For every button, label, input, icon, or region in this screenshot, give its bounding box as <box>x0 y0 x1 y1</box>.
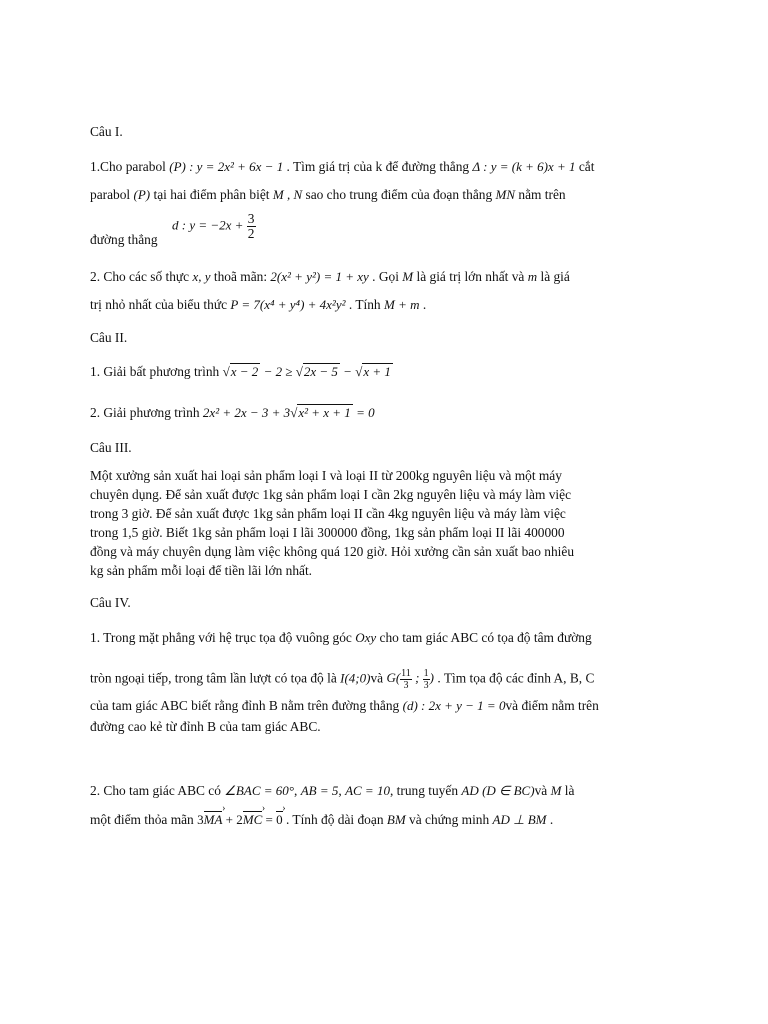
math-text: ) <box>429 670 434 686</box>
math-bm: BM <box>386 812 406 827</box>
section-heading-2: Câu II. <box>90 330 128 345</box>
frac-num: 1 <box>423 668 429 679</box>
math-point-g <box>386 668 434 691</box>
math-mn-segment: MN <box>495 187 516 202</box>
math-mn-points: M , N <box>272 187 303 202</box>
math-sum: M + m <box>383 297 420 312</box>
text: nằm trên <box>518 187 566 202</box>
text: cho tam giác ABC có tọa độ tâm đường <box>379 630 592 645</box>
radicand: x − 2 <box>230 364 259 379</box>
text: . Gọi <box>372 269 399 284</box>
math-inequality <box>223 364 393 379</box>
text: tại hai điểm phân biệt <box>153 187 270 202</box>
q1-1-line-3-math <box>172 212 256 241</box>
q4-1-line-4: đường cao kẻ từ đỉnh B của tam giác ABC. <box>90 719 321 734</box>
math-text: ; <box>415 670 420 686</box>
q4-2-line-2 <box>90 813 553 826</box>
math-xy: x, y <box>192 269 211 284</box>
text: . Tính độ dài đoạn <box>285 812 384 827</box>
text: trị nhỏ nhất của biểu thức <box>90 297 228 312</box>
paragraph-line: đồng và máy chuyên dụng làm việc không quá 120 giờ. Hỏi xưởng cần sản xuất bao nhiêu <box>90 544 575 559</box>
text: một điểm thỏa mãn <box>90 812 194 827</box>
math-text: − <box>343 364 352 379</box>
q1-1-line-4: đường thẳng <box>90 232 158 247</box>
math-parabol: (P) : y = 2x² + 6x − 1 <box>169 159 284 174</box>
sqrt-3: √x + 1 <box>355 364 391 379</box>
math-text: − 2 ≥ <box>263 364 293 379</box>
q4-1-line-1 <box>90 631 592 644</box>
paragraph-line: trong 1,5 giờ. Biết 1kg sản phẩm loại I lãi 300000 đồng, 1kg sản phẩm loại II lãi 400000 <box>90 525 565 540</box>
math-line-delta: Δ : y = (k + 6)x + 1 <box>472 159 576 174</box>
paragraph-line: trong 3 giờ. Để sản xuất được 1kg sản phẩm loại II cần 4kg nguyên liệu và máy làm việc <box>90 506 566 521</box>
fraction-3-2 <box>247 212 256 241</box>
frac-den: 2 <box>247 226 255 241</box>
text: 1. Trong mặt phẳng với hệ trục tọa độ vuông góc <box>90 630 352 645</box>
math-point-i: I(4;0) <box>340 670 371 686</box>
math-ac: AC = 10 <box>345 783 390 798</box>
math-M: M <box>550 783 562 798</box>
q4-1-line-2 <box>90 668 594 691</box>
math-vector-condition <box>197 812 282 827</box>
text: 2. Cho các số thực <box>90 269 190 284</box>
radicand: 2x − 5 <box>303 364 338 379</box>
fraction-11-3 <box>400 668 412 691</box>
text: là giá <box>540 269 570 284</box>
math-text: = 0 <box>356 405 375 420</box>
text: và <box>370 670 384 686</box>
math-ab: AB = 5 <box>300 783 339 798</box>
paragraph-line: chuyên dụng. Để sản xuất được 1kg sản phẩm loại I cần 2kg nguyên liệu và máy làm việc <box>90 487 572 502</box>
vector-zero: 0 › <box>276 813 283 826</box>
text: 2. Cho tam giác ABC có <box>90 783 221 798</box>
math-line-d: (d) : 2x + y − 1 = 0 <box>402 698 506 713</box>
math-expression-p: P = 7(x⁴ + y⁴) + 4x²y² <box>230 297 346 312</box>
section-heading-1: Câu I. <box>90 124 123 139</box>
frac-den: 3 <box>403 680 409 691</box>
text: parabol <box>90 187 131 202</box>
text: . <box>549 812 554 827</box>
radicand: x² + x + 1 <box>298 405 351 420</box>
q4-1-line-3 <box>90 699 599 712</box>
text: , <box>293 783 298 798</box>
math-line-d: d : y = −2x + <box>172 217 244 233</box>
math-perpendicular: AD ⊥ BM <box>492 812 547 827</box>
text: là <box>564 783 575 798</box>
text: và điểm nằm trên <box>505 698 599 713</box>
math-text: G( <box>386 670 401 686</box>
math-angle: ∠BAC = 60° <box>224 783 294 798</box>
paragraph-line: Một xưởng sản xuất hai loại sản phẩm loại I và loại II từ 200kg nguyên liệu và một máy <box>90 468 562 483</box>
text: cắt <box>578 159 595 174</box>
text: thoã mãn: <box>213 269 268 284</box>
frac-num: 11 <box>401 668 411 679</box>
text: và <box>534 783 548 798</box>
text: . Tính <box>348 297 381 312</box>
q1-2-line-1 <box>90 270 570 283</box>
text: 1.Cho parabol <box>90 159 166 174</box>
math-oxy: Oxy <box>355 630 377 645</box>
text: của tam giác ABC biết rằng đỉnh B nằm trên đường thẳng <box>90 698 400 713</box>
q1-1-line-1 <box>90 160 594 173</box>
vector-mc: MC › <box>243 813 263 826</box>
vector-ma: MA › <box>204 813 223 826</box>
math-equation <box>203 405 375 420</box>
frac-num: 3 <box>247 211 255 226</box>
math-text: 2x² + 2x − 3 + 3 <box>202 405 291 420</box>
math-m: m <box>527 269 538 284</box>
math-text: 3 <box>197 812 204 827</box>
math-p: (P) <box>133 187 151 202</box>
q1-2-line-2 <box>90 298 426 311</box>
math-M: M <box>402 269 414 284</box>
text: là giá trị lớn nhất và <box>416 269 525 284</box>
sqrt-2: √2x − 5 <box>295 364 338 379</box>
text: tròn ngoại tiếp, trong tâm lần lượt có tọa độ là <box>90 670 337 686</box>
text: . Tìm giá trị của k để đường thẳng <box>286 159 470 174</box>
text: . <box>422 297 427 312</box>
sqrt-1: √x − 2 <box>222 364 259 379</box>
radicand: x + 1 <box>363 364 391 379</box>
text: , trung tuyến <box>389 783 459 798</box>
text: . Tìm tọa độ các đỉnh A, B, C <box>437 670 595 686</box>
math-ad: AD <box>461 783 479 798</box>
paragraph-line: kg sản phẩm mỗi loại để tiền lãi lớn nhất. <box>90 563 313 578</box>
section-heading-4: Câu IV. <box>90 595 131 610</box>
text: 1. Giải bất phương trình <box>90 364 220 379</box>
math-text: + 2 <box>225 812 243 827</box>
q2-1-line <box>90 365 393 378</box>
section-heading-3: Câu III. <box>90 440 132 455</box>
text: sao cho trung điểm của đoạn thẳng <box>305 187 493 202</box>
problem-paragraph <box>90 466 670 580</box>
q4-2-line-1 <box>90 784 574 797</box>
sqrt-4: √x² + x + 1 <box>290 405 351 420</box>
q1-1-line-2 <box>90 188 566 201</box>
text: 2. Giải phương trình <box>90 405 200 420</box>
math-text: = <box>265 812 273 827</box>
text: , <box>338 783 342 798</box>
math-d-in-bc: (D ∈ BC) <box>482 783 535 798</box>
q2-2-line <box>90 406 375 419</box>
fraction-1-3 <box>423 668 430 691</box>
text: và chứng minh <box>409 812 490 827</box>
math-condition: 2(x² + y²) = 1 + xy <box>270 269 369 284</box>
frac-den: 3 <box>423 680 429 691</box>
